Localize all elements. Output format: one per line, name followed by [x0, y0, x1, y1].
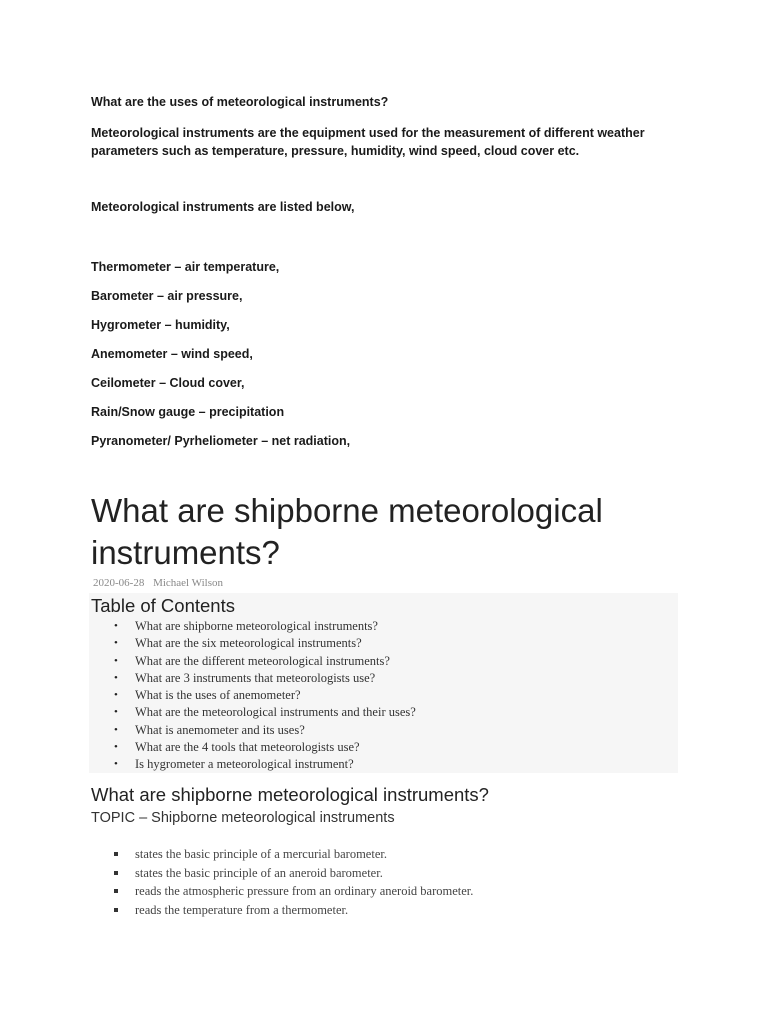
toc-link[interactable]: • What are the six meteorological instruments?: [89, 635, 416, 652]
table-of-contents: [89, 593, 678, 773]
instrument-item: Rain/Snow gauge – precipitation: [91, 405, 285, 419]
toc-link[interactable]: • Is hygrometer a meteorological instrument?: [89, 756, 416, 773]
section-heading: What are shipborne meteorological instruments?: [91, 784, 489, 805]
topic-item: states the basic principle of an aneroid barometer.: [91, 864, 473, 883]
toc-title: Table of Contents: [91, 595, 235, 616]
toc-link[interactable]: • What is anemometer and its uses?: [89, 722, 416, 739]
article-meta: [93, 577, 223, 589]
toc-link[interactable]: • What are the meteorological instruments and their uses?: [89, 704, 416, 721]
section-topic: TOPIC – Shipborne meteorological instruments: [91, 810, 395, 826]
instrument-item: Ceilometer – Cloud cover,: [91, 376, 245, 390]
list-intro: Meteorological instruments are listed below,: [91, 200, 355, 214]
answer-paragraph: Meteorological instruments are the equipment used for the measurement of different weather parameters such as temperature, pressure, humidity, wind speed, cloud cover etc.: [91, 126, 645, 158]
toc-link[interactable]: • What are 3 instruments that meteorologists use?: [89, 670, 416, 687]
article-date: 2020-06-28: [93, 577, 145, 589]
toc-list: [89, 618, 416, 774]
toc-link[interactable]: • What is the uses of anemometer?: [89, 687, 416, 704]
instrument-item: Anemometer – wind speed,: [91, 347, 253, 361]
instrument-item: Barometer – air pressure,: [91, 289, 243, 303]
article-author[interactable]: Michael Wilson: [153, 577, 224, 589]
question-heading: What are the uses of meteorological instruments?: [91, 95, 389, 109]
topic-item: reads the atmospheric pressure from an ordinary aneroid barometer.: [91, 882, 473, 901]
topic-list: [91, 845, 473, 919]
toc-link[interactable]: • What are shipborne meteorological instruments?: [89, 618, 416, 635]
instrument-item: Pyranometer/ Pyrheliometer – net radiation,: [91, 434, 351, 448]
article-title: What are shipborne meteorological instruments?: [91, 492, 603, 571]
toc-link[interactable]: • What are the 4 tools that meteorologists use?: [89, 739, 416, 756]
toc-link[interactable]: • What are the different meteorological instruments?: [89, 653, 416, 670]
instrument-item: Hygrometer – humidity,: [91, 318, 230, 332]
topic-item: states the basic principle of a mercurial barometer.: [91, 845, 473, 864]
instrument-item: Thermometer – air temperature,: [91, 260, 280, 274]
topic-item: reads the temperature from a thermometer.: [91, 901, 473, 920]
